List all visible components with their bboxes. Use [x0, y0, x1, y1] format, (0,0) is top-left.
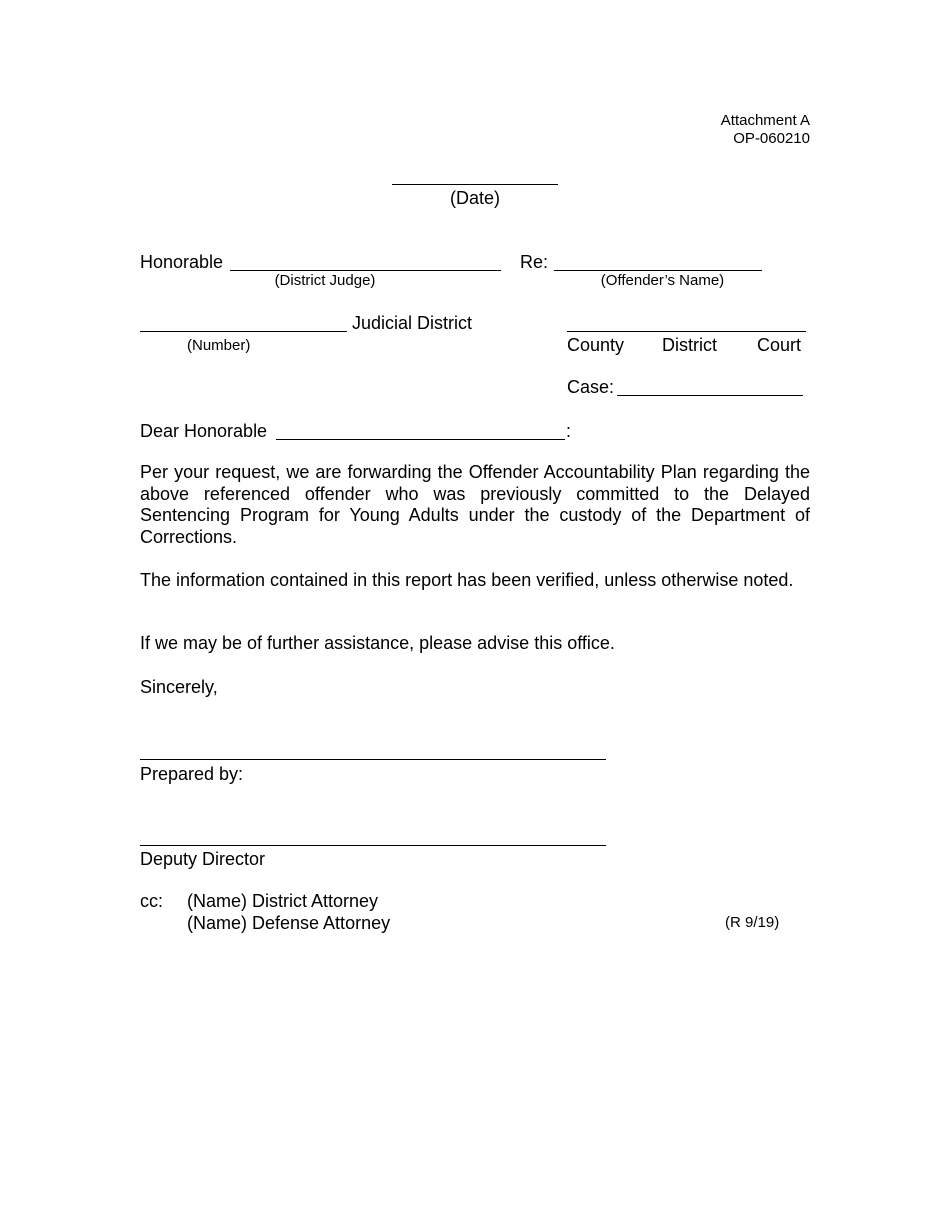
offender-name-caption: (Offender’s Name) [600, 272, 725, 289]
court-line[interactable] [567, 331, 806, 332]
district-judge-caption: (District Judge) [274, 272, 376, 289]
county-label: County [567, 335, 625, 355]
deputy-director-signature-line[interactable] [140, 845, 606, 846]
attachment-label: Attachment A [720, 112, 810, 129]
sincerely: Sincerely, [140, 677, 218, 697]
judicial-district-number-line[interactable] [140, 331, 347, 332]
salutation-label: Dear Honorable [140, 421, 268, 441]
number-caption: (Number) [187, 337, 251, 354]
district-label: District [662, 335, 717, 355]
date-line[interactable] [392, 184, 558, 185]
court-label: Court [757, 335, 802, 355]
date-caption: (Date) [449, 188, 500, 208]
case-label: Case: [567, 377, 615, 397]
case-line[interactable] [617, 395, 803, 396]
cc-recipient-2: (Name) Defense Attorney [187, 913, 391, 933]
prepared-by-label: Prepared by: [140, 764, 244, 784]
honorable-label: Honorable [140, 252, 224, 272]
offender-name-line[interactable] [554, 270, 762, 271]
body-paragraph-3: If we may be of further assistance, please advise this office. [140, 633, 615, 653]
revision-code: (R 9/19) [725, 914, 780, 931]
body-paragraph-2: The information contained in this report has been verified, unless otherwise noted. [140, 570, 794, 590]
prepared-by-signature-line[interactable] [140, 759, 606, 760]
re-label: Re: [520, 252, 549, 272]
cc-recipient-1: (Name) District Attorney [187, 891, 379, 911]
salutation-name-line[interactable] [276, 439, 565, 440]
judicial-district-label: Judicial District [352, 313, 473, 333]
salutation-colon: : [566, 421, 572, 441]
deputy-director-label: Deputy Director [140, 849, 266, 869]
cc-label: cc: [140, 891, 164, 911]
body-paragraph-1: Per your request, we are forwarding the Offender Accountability Plan regarding the above referenced offender who was previously committed to the Delayed Sentencing Program for Young Adults under the custody of the Department of Corrections. [140, 462, 810, 547]
op-number: OP-060210 [733, 130, 810, 147]
district-judge-line[interactable] [230, 270, 501, 271]
